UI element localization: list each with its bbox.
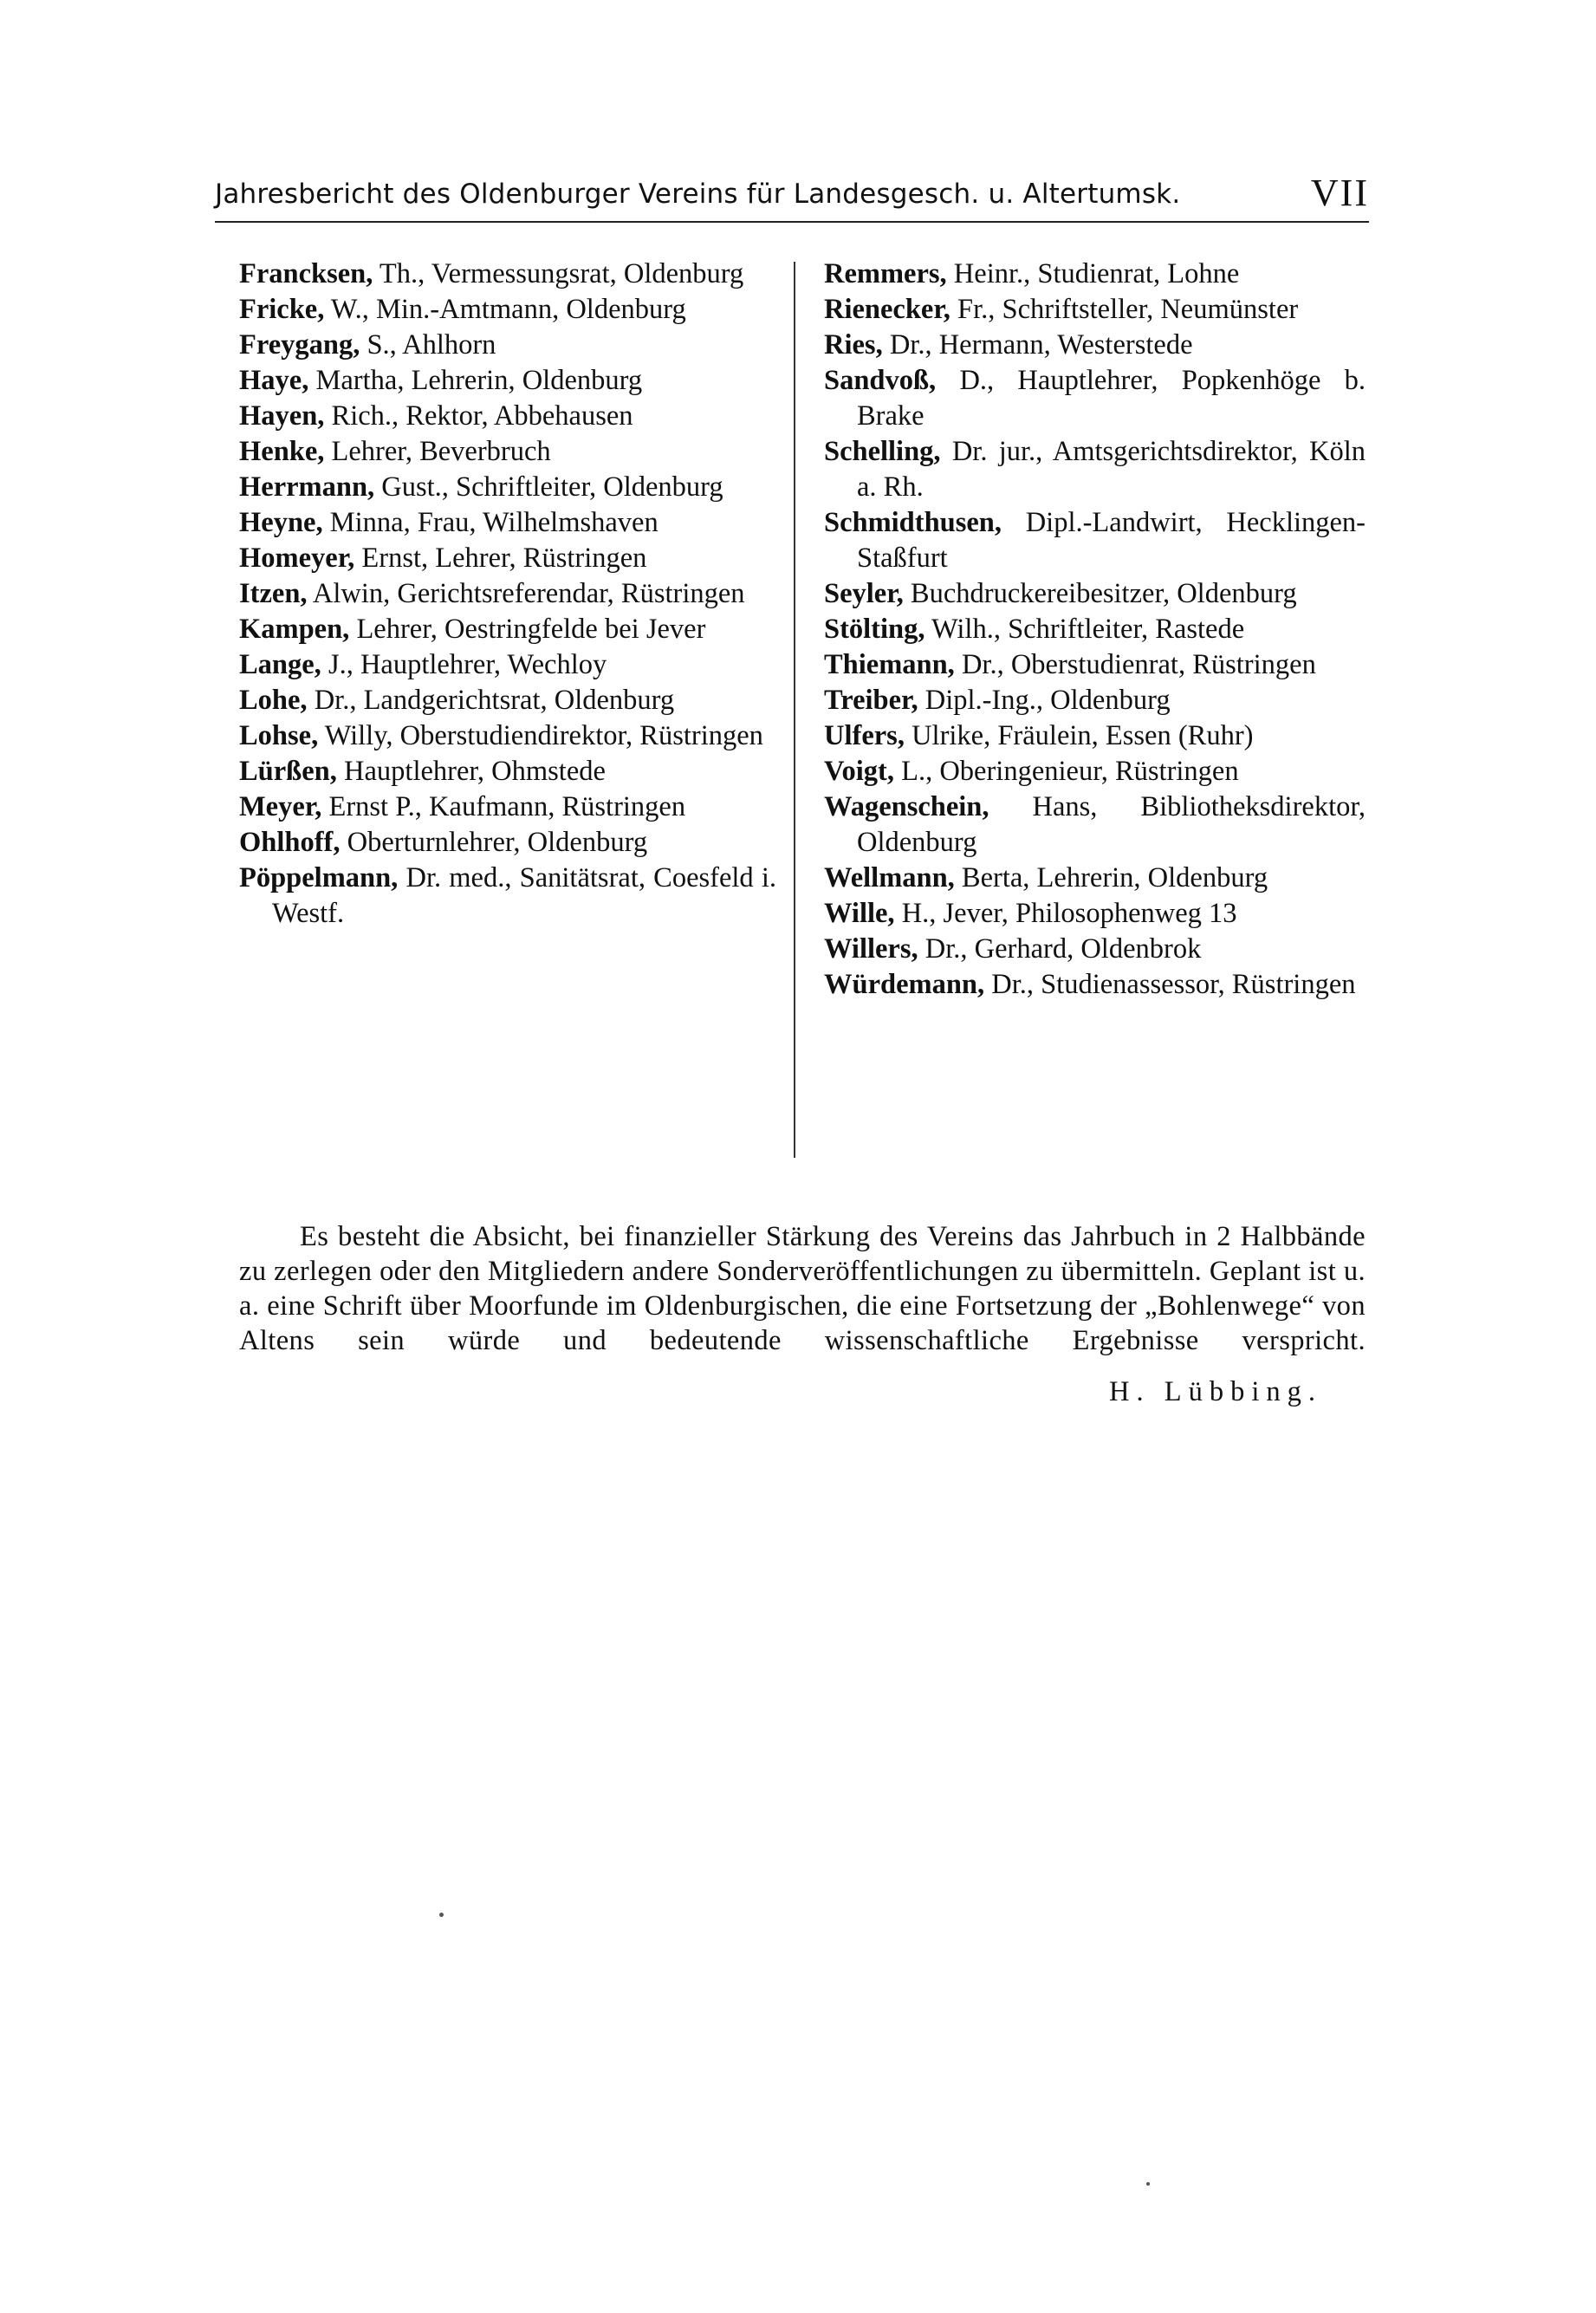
member-entry: [239, 399, 776, 434]
member-details: Dr., Hermann, Westerstede: [889, 329, 1193, 361]
member-details: Th., Vermessungsrat, Oldenburg: [379, 258, 744, 289]
member-details: Martha, Lehrerin, Oldenburg: [315, 365, 643, 396]
member-entry: [239, 647, 776, 683]
member-entry: [239, 328, 776, 363]
member-name: Lange,: [239, 649, 321, 680]
member-details: Dipl.-Landwirt, Hecklingen-Staßfurt: [857, 507, 1366, 574]
member-name: Seyler,: [824, 578, 904, 609]
member-details: H., Jever, Philosophenweg 13: [901, 898, 1237, 929]
member-name: Thiemann,: [824, 649, 955, 680]
member-entry: [239, 789, 776, 825]
member-name: Schmidthusen,: [824, 507, 1002, 538]
member-entry: [824, 754, 1366, 789]
member-name: Lohe,: [239, 685, 308, 716]
member-name: Treiber,: [824, 685, 918, 716]
member-name: Willers,: [824, 933, 918, 965]
column-divider: [794, 262, 795, 1158]
member-details: L., Oberingenieur, Rüstringen: [901, 756, 1239, 787]
member-entry: [239, 434, 776, 470]
member-details: Wilh., Schriftleiter, Rastede: [931, 614, 1245, 645]
member-entry: [239, 612, 776, 647]
member-entry: [239, 683, 776, 718]
scan-speck: [439, 1913, 444, 1917]
member-entry: [824, 328, 1366, 363]
member-entry: [239, 576, 776, 612]
member-entry: [824, 292, 1366, 328]
member-details: Hauptlehrer, Ohmstede: [344, 756, 606, 787]
member-name: Henke,: [239, 436, 325, 467]
member-details: Dr. jur., Amtsgerichtsdirektor, Köln a. Rh.: [857, 436, 1366, 503]
member-details: J., Hauptlehrer, Wechloy: [328, 649, 607, 680]
member-details: Buchdruckereibesitzer, Oldenburg: [910, 578, 1297, 609]
member-name: Sandvoß,: [824, 365, 937, 396]
member-entry: [824, 576, 1366, 612]
member-entry: [824, 861, 1366, 896]
member-entry: [239, 825, 776, 861]
running-head-title: Jahresbericht des Oldenburger Vereins für Landesgesch. u. Altertumsk.: [215, 179, 1181, 210]
member-details: Dr., Landgerichtsrat, Oldenburg: [314, 685, 675, 716]
member-entry: [824, 434, 1366, 505]
member-details: Alwin, Gerichtsreferendar, Rüstringen: [312, 578, 745, 609]
member-name: Herrmann,: [239, 471, 375, 503]
member-name: Pöppelmann,: [239, 862, 399, 893]
member-details: Minna, Frau, Wilhelmshaven: [329, 507, 659, 538]
member-entry: [824, 896, 1366, 932]
member-entry: [824, 257, 1366, 292]
signature: H. Lübbing.: [1109, 1376, 1322, 1407]
announcement-paragraph: Es besteht die Absicht, bei finanzieller Stärkung des Vereins das Jahrbuch in 2 Halbbände zu zerlegen oder den Mitgliedern andere Sonderveröffentlichungen zu übermitteln. Geplant ist u. a. eine Schrift über Moorfunde im Oldenburgischen, die eine Fortsetzung der „Bohlenwege“ von Altens sein würde und bedeutende wissenschaftliche Ergebnisse verspricht.: [239, 1220, 1366, 1356]
member-details: Dr., Studienassessor, Rüstringen: [991, 969, 1356, 1000]
member-name: Remmers,: [824, 258, 947, 289]
member-entry: [824, 363, 1366, 434]
member-entry: [239, 541, 776, 576]
member-name: Wille,: [824, 898, 895, 929]
member-entry: [239, 257, 776, 292]
member-details: Dipl.-Ing., Oldenburg: [925, 685, 1171, 716]
member-entry: [239, 861, 776, 932]
member-name: Itzen,: [239, 578, 308, 609]
page-number: VII: [1310, 172, 1369, 214]
member-details: Lehrer, Oestringfelde bei Jever: [356, 614, 706, 645]
member-entry: [824, 683, 1366, 718]
member-details: Lehrer, Beverbruch: [331, 436, 551, 467]
member-name: Wellmann,: [824, 862, 955, 893]
scan-speck: [1146, 2182, 1150, 2186]
member-name: Voigt,: [824, 756, 894, 787]
member-name: Würdemann,: [824, 969, 985, 1000]
member-entry: [239, 505, 776, 541]
header-rule: [215, 221, 1369, 223]
member-details: Dr., Oberstudienrat, Rüstringen: [961, 649, 1316, 680]
member-name: Francksen,: [239, 258, 373, 289]
member-entry: [239, 470, 776, 505]
member-details: Fr., Schriftsteller, Neumünster: [957, 294, 1299, 325]
member-details: Gust., Schriftleiter, Oldenburg: [381, 471, 723, 503]
member-details: Berta, Lehrerin, Oldenburg: [961, 862, 1268, 893]
member-name: Heyne,: [239, 507, 323, 538]
member-details: Rich., Rektor, Abbehausen: [331, 400, 633, 432]
member-column-left: [239, 257, 776, 932]
member-name: Schelling,: [824, 436, 941, 467]
member-name: Lohse,: [239, 720, 319, 751]
member-entry: [239, 718, 776, 754]
member-entry: [824, 647, 1366, 683]
member-entry: [824, 789, 1366, 861]
member-entry: [824, 612, 1366, 647]
member-name: Fricke,: [239, 294, 325, 325]
member-name: Lürßen,: [239, 756, 337, 787]
member-name: Meyer,: [239, 791, 322, 822]
member-name: Kampen,: [239, 614, 350, 645]
member-entry: [824, 718, 1366, 754]
member-entry: [824, 932, 1366, 967]
member-details: Dr. med., Sanitätsrat, Coesfeld i. Westf.: [272, 862, 776, 929]
member-name: Ulfers,: [824, 720, 905, 751]
member-name: Rienecker,: [824, 294, 950, 325]
member-name: Homeyer,: [239, 543, 355, 574]
member-column-right: [824, 257, 1366, 1003]
member-entry: [239, 363, 776, 399]
member-details: Ernst, Lehrer, Rüstringen: [361, 543, 647, 574]
member-details: Ulrike, Fräulein, Essen (Ruhr): [912, 720, 1254, 751]
member-entry: [239, 754, 776, 789]
member-details: W., Min.-Amtmann, Oldenburg: [330, 294, 686, 325]
member-name: Hayen,: [239, 400, 325, 432]
member-details: Oberturnlehrer, Oldenburg: [347, 827, 648, 858]
member-name: Stölting,: [824, 614, 925, 645]
member-name: Ries,: [824, 329, 883, 361]
member-list: [239, 257, 1393, 1175]
member-entry: [824, 505, 1366, 576]
member-entry: [824, 967, 1366, 1003]
member-details: Hans, Bibliotheksdirektor, Oldenburg: [857, 791, 1366, 858]
member-details: Ernst P., Kaufmann, Rüstringen: [328, 791, 686, 822]
member-name: Haye,: [239, 365, 309, 396]
member-details: Dr., Gerhard, Oldenbrok: [925, 933, 1202, 965]
member-name: Freygang,: [239, 329, 360, 361]
member-details: S., Ahlhorn: [367, 329, 496, 361]
member-entry: [239, 292, 776, 328]
member-name: Ohlhoff,: [239, 827, 341, 858]
member-details: Willy, Oberstudiendirektor, Rüstringen: [324, 720, 763, 751]
member-name: Wagenschein,: [824, 791, 989, 822]
member-details: D., Hauptlehrer, Popkenhöge b. Brake: [857, 365, 1366, 432]
member-details: Heinr., Studienrat, Lohne: [953, 258, 1240, 289]
running-head: [215, 170, 1369, 218]
